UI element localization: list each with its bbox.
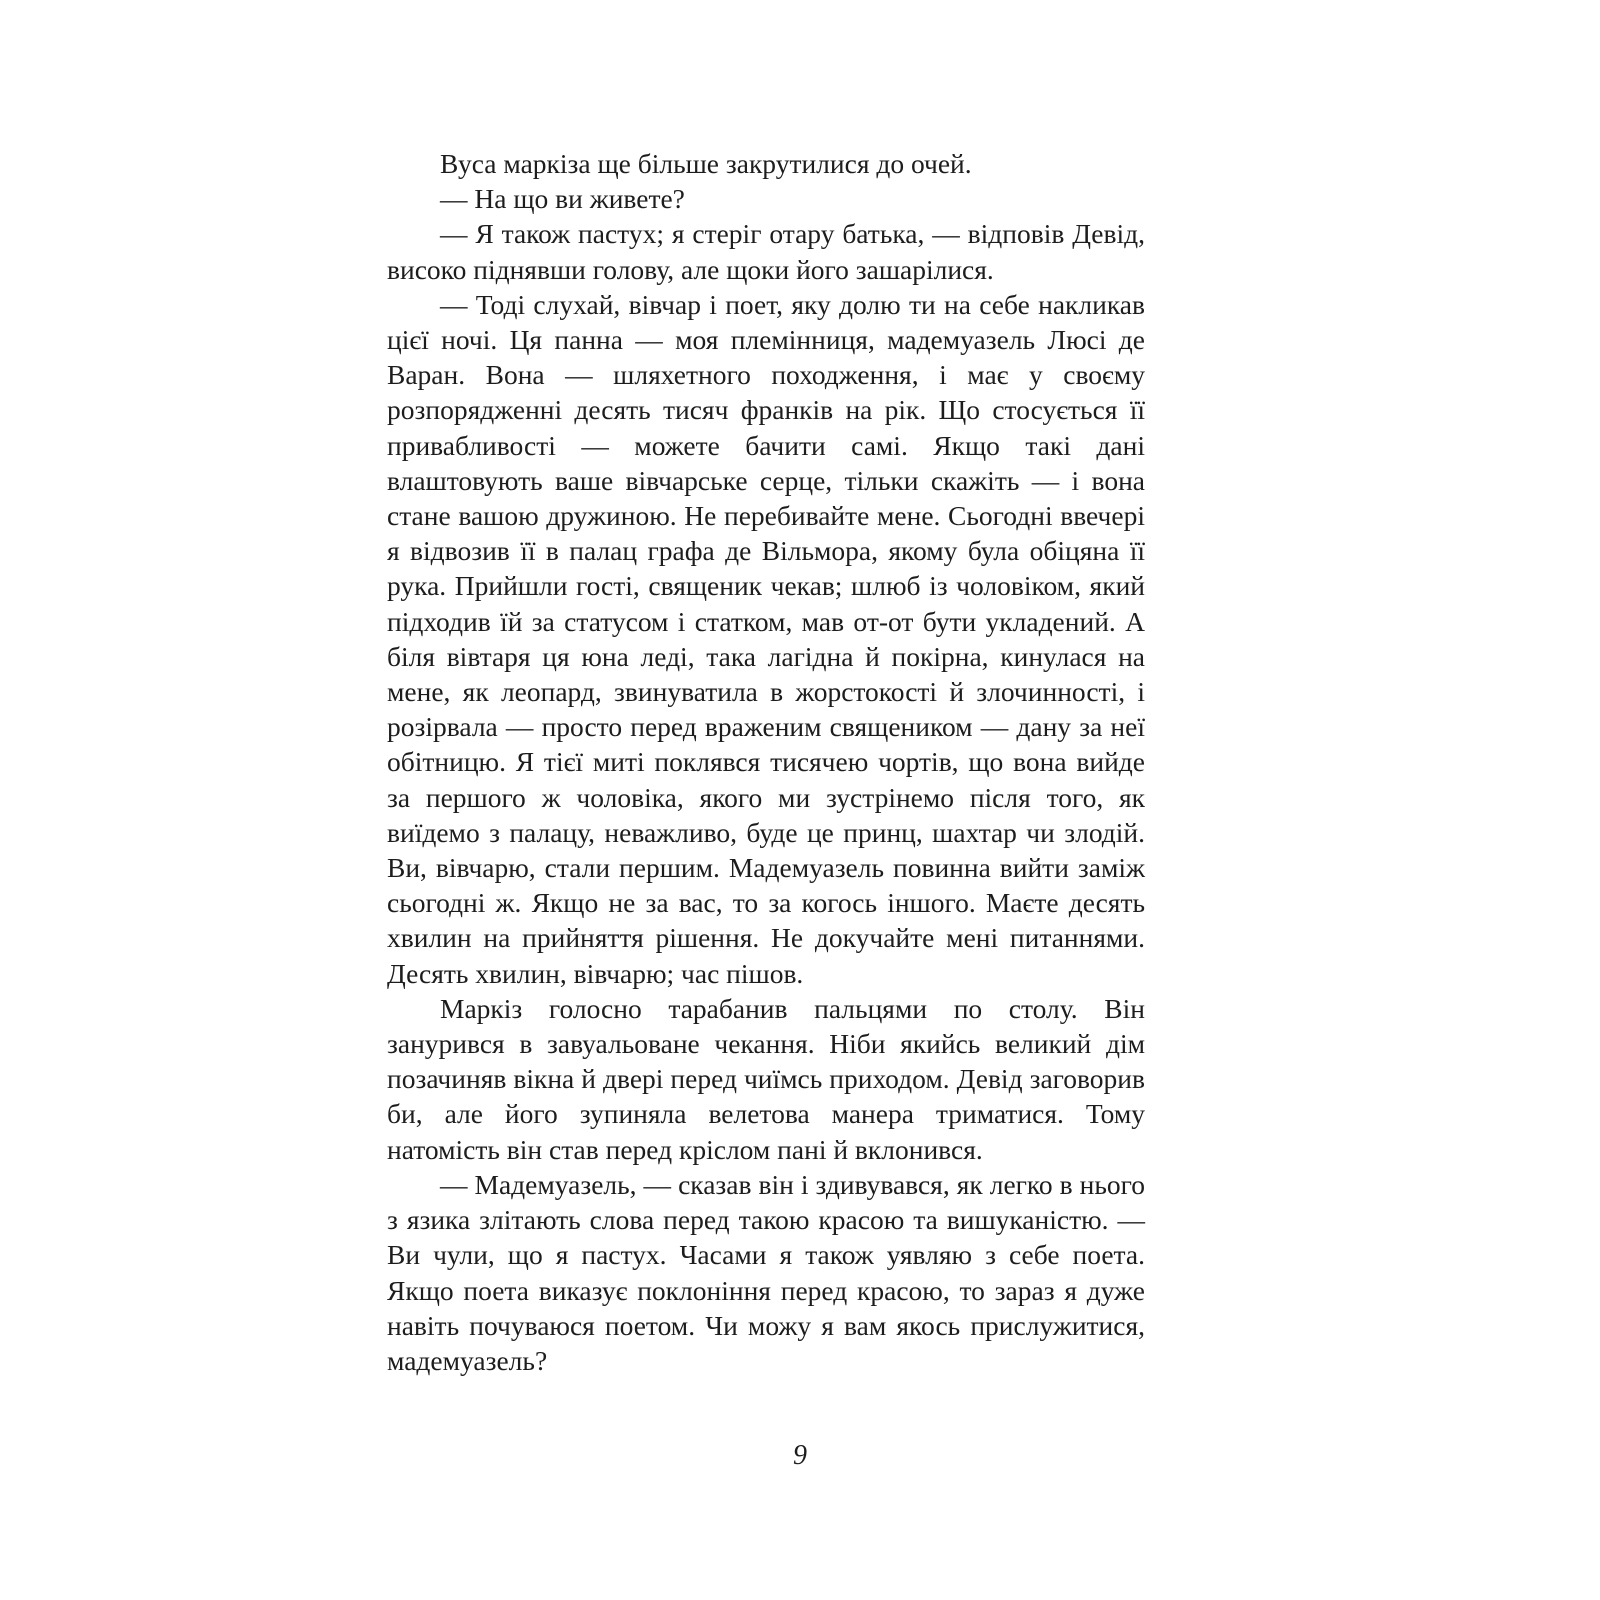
paragraph: Вуса маркіза ще більше закрутилися до очей. <box>440 148 972 179</box>
paragraph: — Мадемуазель, — сказав він і здивувався, як легко в нього з язика злітають слова перед такою красою та вишуканістю. — Ви чули, що я пастух. Часами я також уявляю з себе поета. Якщо поета виказує поклоніння перед красою, то зараз я дуже навіть почуваюся поетом. Чи можу я вам якось прислужитися, мадемуазель? <box>387 1168 1145 1376</box>
page-number: 9 <box>793 1440 807 1471</box>
body-text <box>387 146 1145 1378</box>
paragraph: — На що ви живете? <box>440 183 685 215</box>
paragraph: Маркіз голосно тарабанив пальцями по столу. Він занурився в завуальоване чекання. Ніби якийсь великий дім позачиняв вікна й двері перед чиїмсь приходом. Девід заговорив би, але його зупиняла велетова манера триматися. Тому натомість він став перед кріслом пані й вклонився. <box>387 992 1145 1165</box>
paragraph: — Тоді слухай, вівчар і поет, яку долю ти на себе накликав цієї ночі. Ця панна — моя племінниця, мадемуазель Люсі де Варан. Вона — шляхетного походження, і має у своєму розпорядженні десять тисяч франків на рік. Що стосується її привабливості — можете бачити самі. Якщо такі дані влаштовують ваше вівчарське серце, тільки скажіть — і вона стане вашою дружиною. Не перебивайте мене. Сьогодні ввечері я відвозив її в палац графа де Вільмора, якому була обіцяна її рука. Прийшли гості, священик чекав; шлюб із чоловіком, який підходив їй за статусом і статком, мав от-от бути укладений. А біля вівтаря ця юна леді, така лагідна й покірна, кинулася на мене, як леопард, звинуватила в жорстокості й злочинності, і розірвала — просто перед враженим священиком — дану за неї обітницю. Я тієї миті поклявся тисячею чортів, що вона вийде за першого ж чоловіка, якого ми зустрінемо після того, як виїдемо з палацу, неважливо, буде це принц, шахтар чи злодій. Ви, вівчарю, стали першим. Мадемуазель повинна вийти заміж сьогодні ж. Якщо не за вас, то за когось іншого. Маєте десять хвилин на прийняття рішення. Не докучайте мені питаннями. Десять хвилин, вівчарю; час пішов. <box>387 288 1145 989</box>
paragraph: — Я також пастух; я стеріг отару батька, — відповів Девід, високо піднявши голову, але щоки його зашарілися. <box>387 218 1145 285</box>
